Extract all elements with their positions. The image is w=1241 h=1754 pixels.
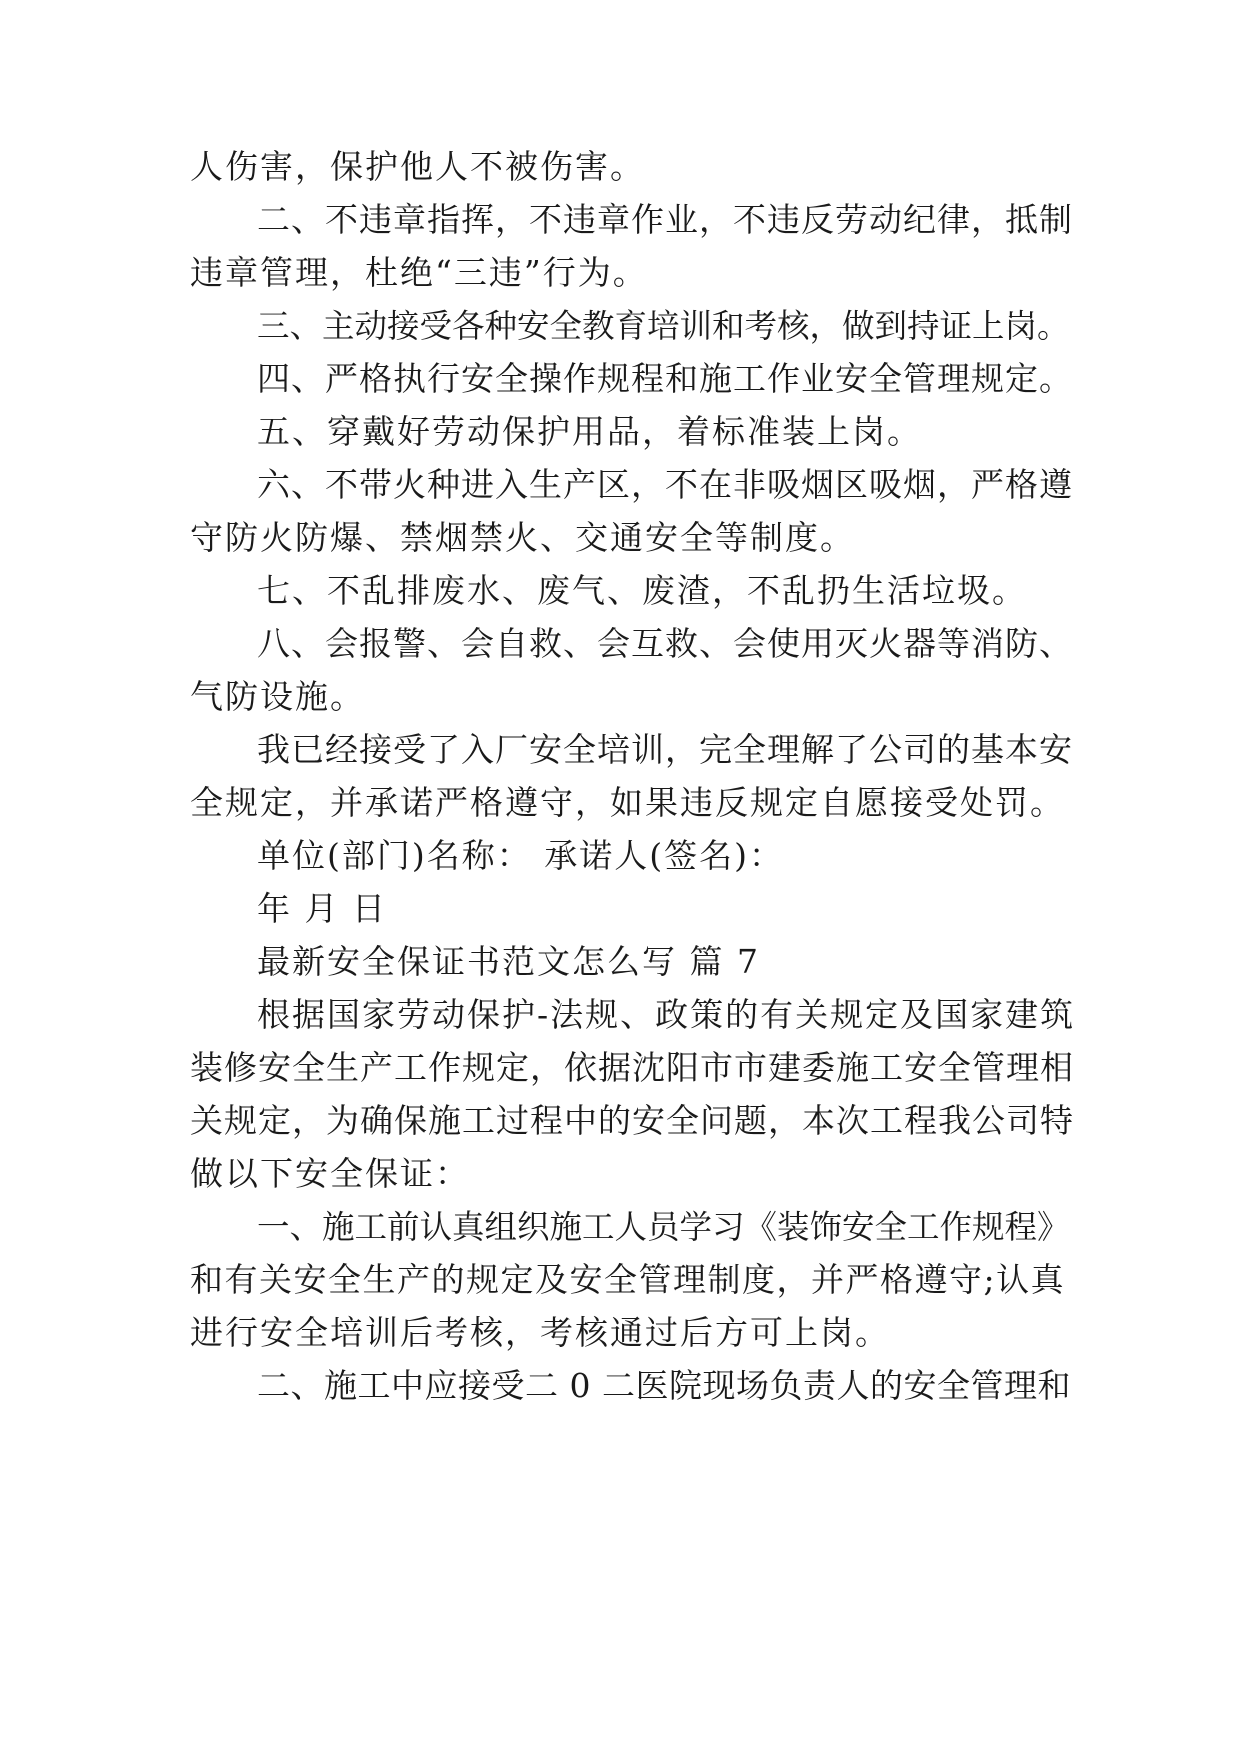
paragraph-line: 一、施工前认真组织施工人员学习《装饰安全工作规程》 (257, 1208, 1070, 1246)
section-heading: 最新安全保证书范文怎么写 篇 7 (257, 942, 760, 981)
paragraph-line: 全规定，并承诺严格遵守，如果违反规定自愿接受处罚。 (190, 783, 1065, 822)
paragraph-line: 二、施工中应接受二 0 二医院现场负责人的安全管理和 (257, 1366, 1071, 1405)
paragraph-line: 装修安全生产工作规定，依据沈阳市市建委施工安全管理相 (190, 1048, 1074, 1087)
paragraph-line: 八、会报警、会自救、会互救、会使用灭火器等消防、 (257, 624, 1073, 663)
paragraph-line: 违章管理，杜绝“三违”行为。 (190, 253, 648, 292)
paragraph-line: 三、主动接受各种安全教育培训和考核，做到持证上岗。 (257, 307, 1070, 345)
paragraph-line: 六、不带火种进入生产区，不在非吸烟区吸烟，严格遵 (257, 465, 1073, 504)
signature-line: 单位(部门)名称： 承诺人(签名)： (257, 836, 784, 875)
paragraph-line: 和有关安全生产的规定及安全管理制度，并严格遵守;认真 (190, 1260, 1066, 1299)
paragraph-line: 五、穿戴好劳动保护用品，着标准装上岗。 (257, 412, 922, 451)
paragraph-line: 根据国家劳动保护-法规、政策的有关规定及国家建筑 (257, 995, 1076, 1034)
paragraph-line: 我已经接受了入厂安全培训，完全理解了公司的基本安 (257, 730, 1073, 769)
paragraph-line: 关规定，为确保施工过程中的安全问题，本次工程我公司特 (190, 1101, 1074, 1140)
date-line: 年 月 日 (257, 889, 387, 928)
paragraph-line: 四、严格执行安全操作规程和施工作业安全管理规定。 (257, 359, 1073, 398)
paragraph-line: 二、不违章指挥，不违章作业，不违反劳动纪律，抵制 (257, 200, 1073, 239)
paragraph-line: 七、不乱排废水、废气、废渣，不乱扔生活垃圾。 (257, 571, 1027, 610)
paragraph-line: 守防火防爆、禁烟禁火、交通安全等制度。 (190, 518, 855, 557)
paragraph-line: 进行安全培训后考核，考核通过后方可上岗。 (190, 1313, 890, 1352)
paragraph-line: 气防设施。 (190, 677, 365, 716)
paragraph-line: 做以下安全保证： (190, 1154, 470, 1193)
paragraph-line: 人伤害，保护他人不被伤害。 (190, 147, 645, 186)
